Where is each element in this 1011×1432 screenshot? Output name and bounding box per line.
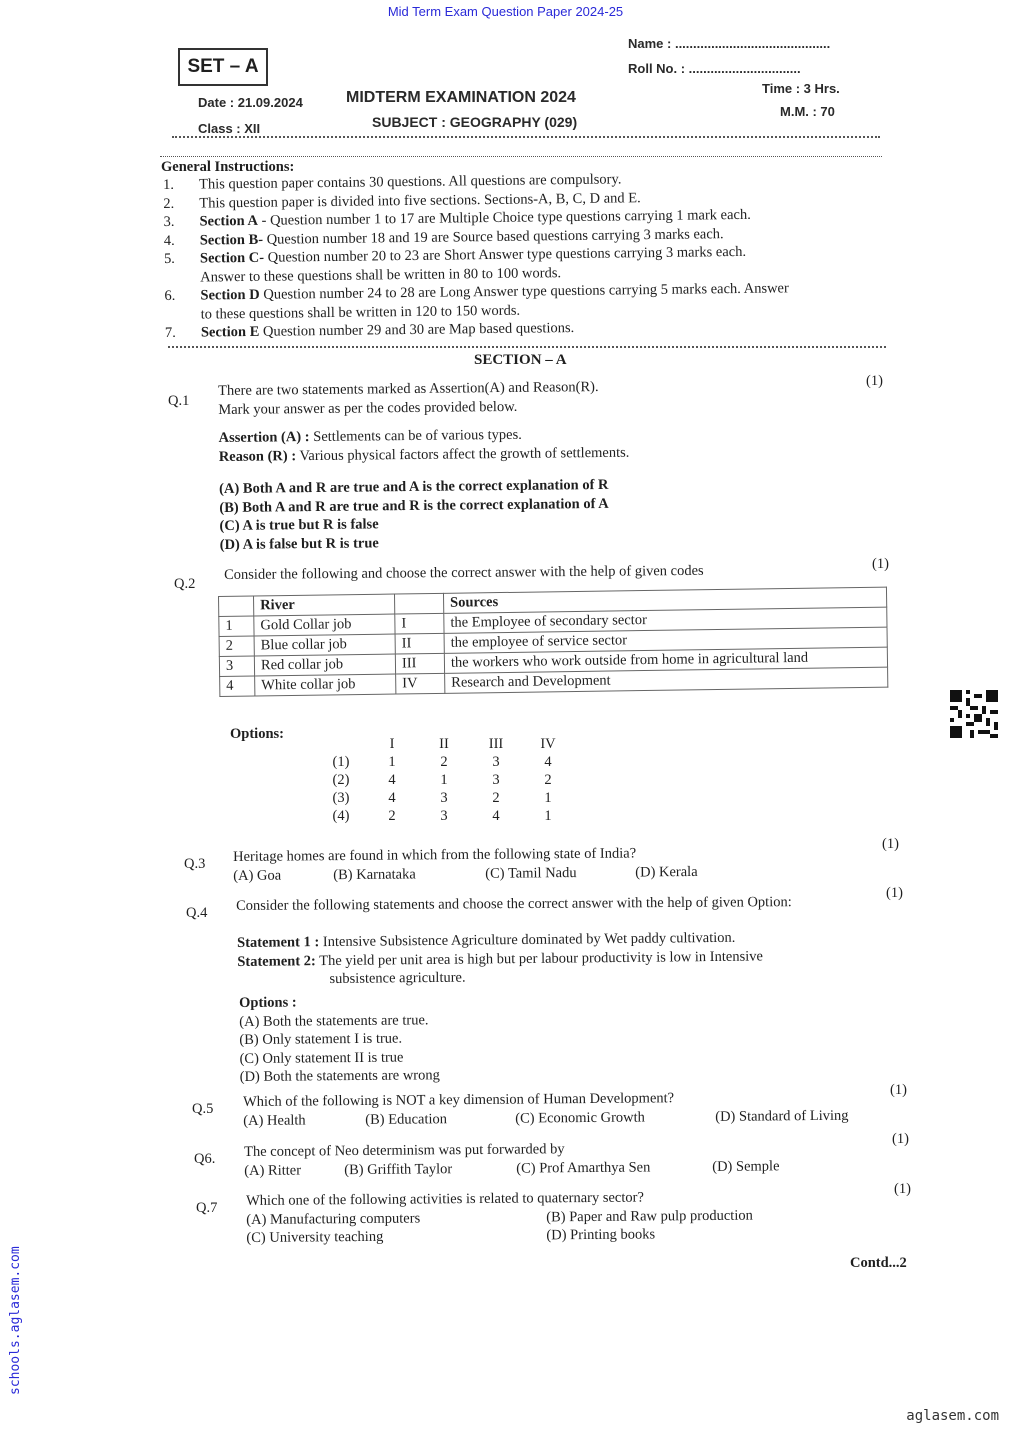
instruction-text: Answer to these questions shall be written in 80 to 100 words. — [200, 264, 562, 286]
qr-code-icon — [950, 690, 998, 738]
q4-options — [239, 992, 440, 1086]
grid-cell: 4 — [388, 790, 396, 806]
q4-text: Consider the following statements and choose the correct answer with the help of given Option: — [236, 894, 792, 914]
reason-text: Various physical factors affect the growth of settlements. — [296, 444, 630, 464]
option: (C) University teaching — [246, 1228, 384, 1246]
instruction-text: Question number 29 and 30 are Map based questions. — [259, 319, 575, 340]
side-watermark — [8, 1235, 28, 1395]
grid-cell: 3 — [492, 754, 500, 770]
instruction-text: Question number 18 and 19 are Source based questions carrying 3 marks each. — [262, 225, 724, 248]
section-heading: SECTION – A — [474, 352, 567, 368]
grid-cell: (3) — [332, 790, 350, 806]
q1-options — [219, 476, 630, 554]
option: (C) Economic Growth — [515, 1108, 645, 1127]
instruction-text: to these questions shall be written in 120 to 150 words. — [200, 302, 521, 323]
option: (C) Only statement II is true — [239, 1049, 404, 1067]
instruction-text: This question paper contains 30 questions. All questions are compulsory. — [199, 171, 622, 193]
table-cell: White collar job — [255, 674, 396, 696]
option: (D) Standard of Living — [715, 1107, 849, 1125]
option: (C) Tamil Nadu — [485, 864, 577, 882]
table-cell: 2 — [219, 636, 254, 656]
q7-number: Q.7 — [196, 1200, 218, 1216]
q1-body — [218, 378, 630, 554]
option: (B) Karnataka — [333, 865, 416, 883]
grid-cell: (2) — [332, 772, 350, 788]
q4-options-label: Options : — [239, 994, 297, 1011]
q7-options-row-2 — [246, 1225, 753, 1248]
table-cell — [219, 596, 254, 616]
option: (D) Printing books — [546, 1226, 656, 1244]
table-header-sources: Sources — [443, 587, 886, 613]
statement-text: Intensive Subsistence Agriculture dominated by Wet paddy cultivation. — [319, 929, 736, 951]
grid-cell: IV — [540, 736, 556, 752]
grid-cell: 2 — [440, 754, 448, 770]
option: (B) Education — [365, 1110, 448, 1128]
q4-number: Q.4 — [186, 905, 208, 921]
name-field-label: Name : ........................................... — [628, 36, 831, 51]
option: (A) Ritter — [244, 1162, 302, 1179]
q2-match-table — [218, 587, 888, 697]
option: (D) Kerala — [635, 863, 698, 880]
q2-marks: (1) — [872, 556, 889, 572]
q7-marks: (1) — [894, 1181, 911, 1197]
instructions-list — [163, 168, 789, 342]
option: (D) A is false but R is true — [219, 534, 379, 553]
grid-cell: II — [439, 736, 449, 752]
assertion-label: Assertion (A) : — [218, 429, 310, 446]
instruction-lead: Section E — [200, 323, 260, 341]
option: (B) Paper and Raw pulp production — [546, 1207, 753, 1225]
q3-marks: (1) — [882, 836, 899, 852]
grid-cell: (1) — [332, 754, 350, 770]
instructions-divider — [168, 346, 886, 348]
instruction-num: 5. — [163, 250, 175, 267]
q2-number: Q.2 — [174, 576, 196, 592]
assertion-text: Settlements can be of various types. — [309, 426, 522, 446]
q5-text: Which of the following is NOT a key dimension of Human Development? — [243, 1090, 675, 1110]
grid-cell: 1 — [388, 754, 396, 770]
instruction-num: 6. — [164, 287, 176, 304]
grid-cell: 1 — [544, 808, 552, 824]
q1-line: There are two statements marked as Assertion(A) and Reason(R). — [218, 379, 599, 399]
table-cell: Red collar job — [254, 654, 395, 676]
q3-text: Heritage homes are found in which from the following state of India? — [233, 845, 637, 865]
q2-options-label: Options: — [230, 726, 284, 742]
statement-label: Statement 1 : — [237, 934, 320, 951]
statement-label: Statement 2: — [237, 952, 316, 970]
option: (A) Both the statements are true. — [239, 1011, 429, 1030]
q7-body — [246, 1188, 753, 1248]
q6-number: Q6. — [194, 1151, 216, 1167]
statement-text: The yield per unit area is high but per labour productivity is low in Intensive — [315, 947, 763, 969]
q5-number: Q.5 — [192, 1101, 214, 1117]
instruction-num: 3. — [163, 213, 175, 230]
grid-cell: 3 — [492, 772, 500, 788]
table-cell: 4 — [220, 676, 255, 696]
instruction-num: 7. — [164, 324, 176, 341]
option: (C) Prof Amarthya Sen — [516, 1158, 651, 1177]
q5-body — [243, 1088, 849, 1130]
class-label: Class : XII — [198, 121, 261, 136]
grid-cell: 1 — [544, 790, 552, 806]
instruction-num: 1. — [163, 176, 175, 193]
option: (D) Both the statements are wrong — [239, 1067, 440, 1085]
q4-statements — [237, 928, 763, 989]
instruction-lead: Section D — [200, 286, 260, 304]
grid-cell: 2 — [544, 772, 552, 788]
q6-options — [244, 1157, 779, 1180]
q6-marks: (1) — [892, 1131, 909, 1147]
table-cell — [394, 593, 443, 614]
instruction-lead: Section B- — [199, 231, 264, 249]
continued-label: Contd...2 — [850, 1255, 907, 1271]
grid-cell: 3 — [440, 790, 448, 806]
option: (C) A is true but R is false — [219, 516, 379, 534]
grid-cell: 1 — [440, 772, 448, 788]
instruction-text: Question number 24 to 28 are Long Answer type questions carrying 5 marks each. Answer — [259, 280, 789, 303]
grid-cell: (4) — [332, 808, 350, 824]
header-divider-2 — [160, 156, 882, 157]
option: (B) Griffith Taylor — [344, 1160, 453, 1178]
grid-cell: 4 — [388, 772, 396, 788]
grid-cell: 2 — [492, 790, 500, 806]
q6-text: The concept of Neo determinism was put forwarded by — [244, 1141, 565, 1160]
set-label: SET – A — [178, 48, 268, 86]
grid-cell — [316, 736, 366, 753]
q1-line: Mark your answer as per the codes provided below. — [218, 398, 518, 418]
exam-date: Date : 21.09.2024 — [198, 95, 303, 110]
grid-cell: 3 — [440, 808, 448, 824]
table-cell: 1 — [219, 616, 254, 636]
footer-watermark: aglasem.com — [906, 1408, 999, 1424]
option: (B) Both A and R are true and R is the correct explanation of A — [219, 495, 609, 516]
q5-options — [243, 1106, 848, 1130]
q1-marks: (1) — [866, 373, 883, 389]
subject-label: SUBJECT : GEOGRAPHY (029) — [372, 114, 578, 130]
q7-text: Which one of the following activities is related to quaternary sector? — [246, 1189, 644, 1209]
q4-marks: (1) — [886, 885, 903, 901]
q3-body — [233, 844, 698, 885]
exam-title: MIDTERM EXAMINATION 2024 — [346, 89, 576, 106]
header-divider — [172, 136, 880, 138]
table-cell: 3 — [219, 656, 254, 676]
instruction-text: This question paper is divided into five sections. Sections-A, B, C, D and E. — [199, 189, 641, 212]
roll-no-field-label: Roll No. : ............................... — [628, 61, 801, 76]
q2-text: Consider the following and choose the correct answer with the help of given codes — [224, 562, 704, 583]
instruction-text: Question number 20 to 23 are Short Answer type questions carrying 3 marks each. — [263, 243, 747, 266]
instruction-lead: Section A — [199, 212, 259, 230]
grid-cell: III — [488, 736, 504, 752]
q1-number: Q.1 — [168, 393, 190, 409]
option: (A) Both A and R are true and A is the correct explanation of R — [219, 476, 609, 497]
grid-cell: 2 — [388, 808, 396, 824]
table-cell: the employee of service sector — [444, 627, 887, 653]
option: (A) Health — [243, 1111, 306, 1129]
q3-options — [233, 862, 698, 885]
side-watermark-text: schools.aglasem.com — [8, 1246, 23, 1395]
q5-marks: (1) — [890, 1082, 907, 1098]
table-cell: the Employee of secondary sector — [444, 607, 887, 633]
table-header-river: River — [254, 594, 395, 616]
grid-cell: I — [389, 736, 395, 752]
instruction-text: - Question number 1 to 17 are Multiple Choice type questions carrying 1 mark each. — [257, 206, 751, 229]
max-marks: M.M. : 70 — [780, 104, 835, 119]
reason-label: Reason (R) : — [218, 447, 297, 465]
q6-body — [244, 1138, 780, 1180]
q4-statement-2-cont: subsistence agriculture. — [329, 969, 466, 988]
option: (A) Goa — [233, 867, 282, 884]
exam-time: Time : 3 Hrs. — [762, 81, 840, 96]
option: (A) Manufacturing computers — [246, 1209, 421, 1228]
grid-cell: 4 — [544, 754, 552, 770]
option: (D) Semple — [712, 1157, 780, 1175]
table-cell: Research and Development — [445, 667, 888, 693]
instruction-lead: Section C- — [199, 249, 265, 267]
grid-cell: 4 — [492, 808, 500, 824]
table-cell: the workers who work outside from home in agricultural land — [444, 647, 887, 673]
table-cell: II — [395, 633, 444, 654]
table-cell: Gold Collar job — [254, 614, 395, 636]
option: (B) Only statement I is true. — [239, 1030, 403, 1048]
table-cell: III — [395, 653, 444, 674]
q3-number: Q.3 — [184, 856, 206, 872]
q2-table-wrap — [218, 587, 888, 697]
q1-reason — [219, 443, 630, 466]
instructions-heading: General Instructions: — [161, 159, 295, 175]
table-cell: I — [395, 613, 444, 634]
table-cell: Blue collar job — [254, 634, 395, 656]
document-banner: Mid Term Exam Question Paper 2024-25 — [387, 4, 624, 19]
instruction-num: 4. — [163, 232, 175, 249]
q2-options-grid — [316, 736, 574, 825]
instruction-num: 2. — [163, 195, 175, 212]
table-cell: IV — [396, 673, 445, 694]
